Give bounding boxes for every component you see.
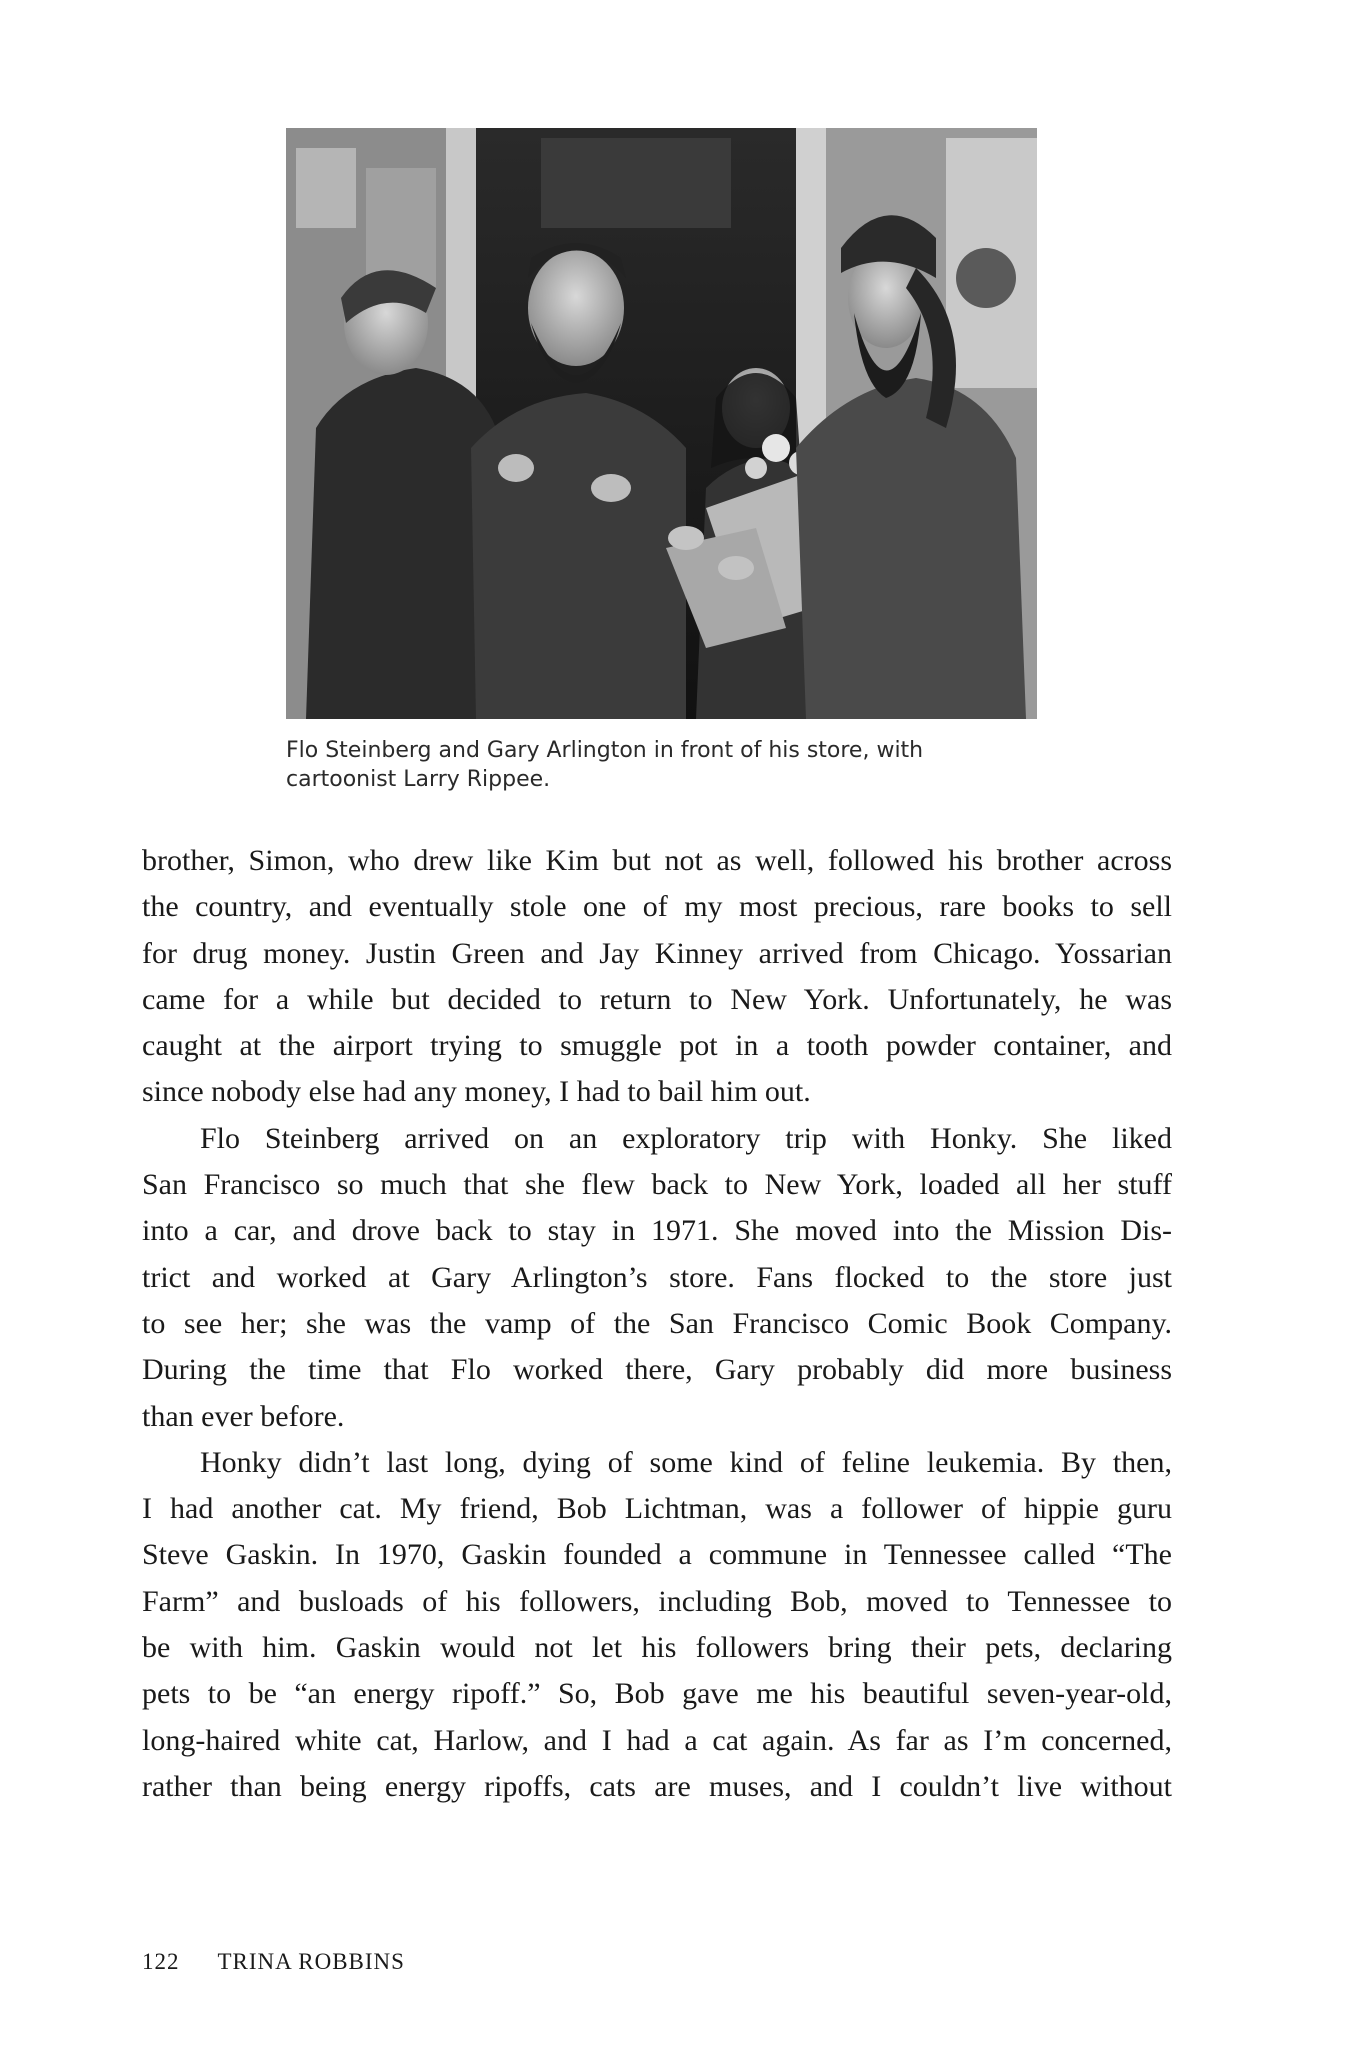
- page-number: 122: [142, 1949, 180, 1974]
- text-line: than ever before.: [142, 1399, 345, 1433]
- body-text: [142, 838, 1172, 1810]
- text-line: Steve Gaskin. In 1970, Gaskin founded a commune in Tennessee called “The: [142, 1538, 1172, 1572]
- photograph: [286, 128, 1037, 719]
- text-line: I had another cat. My friend, Bob Lichtman, was a follower of hippie guru: [142, 1492, 1172, 1526]
- running-head: TRINA ROBBINS: [217, 1949, 405, 1974]
- paragraph-3: [142, 1440, 1172, 1810]
- text-line: rather than being energy ripoffs, cats are muses, and I couldn’t live without: [142, 1769, 1172, 1803]
- text-line: be with him. Gaskin would not let his followers bring their pets, declaring: [142, 1631, 1172, 1665]
- text-line: Farm” and busloads of his followers, including Bob, moved to Tennessee to: [142, 1584, 1172, 1618]
- text-line: During the time that Flo worked there, Gary probably did more business: [142, 1353, 1172, 1387]
- paragraph-1: [142, 838, 1172, 1116]
- caption-line: cartoonist Larry Rippee.: [286, 767, 551, 792]
- text-line: trict and worked at Gary Arlington’s store. Fans flocked to the store just: [142, 1260, 1172, 1294]
- text-line: came for a while but decided to return to New York. Unfortunately, he was: [142, 982, 1172, 1016]
- text-line: Flo Steinberg arrived on an exploratory trip with Honky. She liked: [200, 1121, 1172, 1155]
- page-footer: [142, 1949, 405, 1975]
- text-line: brother, Simon, who drew like Kim but not as well, followed his brother across: [142, 844, 1172, 877]
- text-line: for drug money. Justin Green and Jay Kinney arrived from Chicago. Yossarian: [142, 936, 1172, 970]
- text-line: into a car, and drove back to stay in 1971. She moved into the Mission Dis-: [142, 1214, 1172, 1248]
- text-line: Honky didn’t last long, dying of some kind of feline leukemia. By then,: [200, 1445, 1172, 1479]
- text-line: the country, and eventually stole one of my most precious, rare books to sell: [142, 890, 1172, 924]
- text-line: San Francisco so much that she flew back to New York, loaded all her stuff: [142, 1168, 1172, 1202]
- paragraph-2: [142, 1116, 1172, 1440]
- caption-line: Flo Steinberg and Gary Arlington in front of his store, with: [286, 738, 924, 763]
- text-line: pets to be “an energy ripoff.” So, Bob gave me his beautiful seven-year-old,: [142, 1677, 1172, 1711]
- text-line: since nobody else had any money, I had to bail him out.: [142, 1075, 811, 1109]
- text-line: caught at the airport trying to smuggle pot in a tooth powder container, and: [142, 1029, 1172, 1063]
- text-line: long-haired white cat, Harlow, and I had a cat again. As far as I’m concerned,: [142, 1723, 1172, 1757]
- text-line: to see her; she was the vamp of the San Francisco Comic Book Company.: [142, 1306, 1172, 1340]
- photo-caption: [286, 736, 1006, 794]
